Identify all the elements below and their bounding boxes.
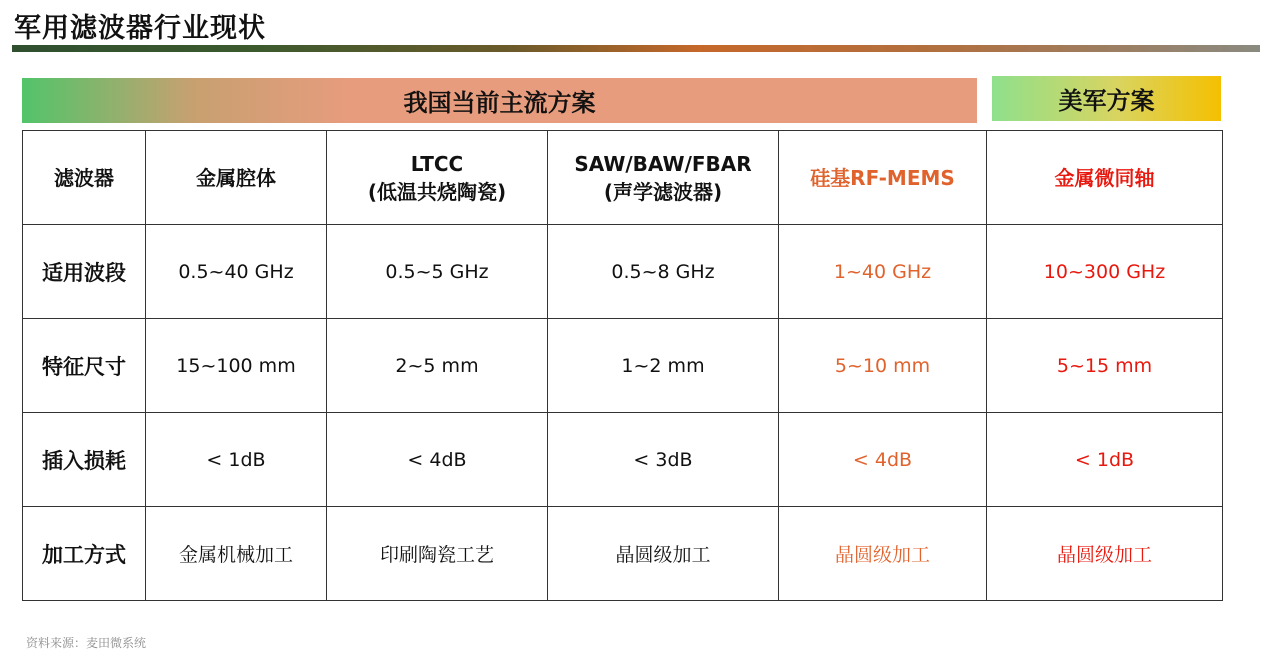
table-row <box>23 319 1223 413</box>
header-cell-saw <box>548 131 779 225</box>
filter-comparison-table <box>22 130 1223 601</box>
page-title: 军用滤波器行业现状 <box>14 13 266 44</box>
table-cell: 晶圆级加工 <box>987 507 1223 601</box>
table-cell: < 4dB <box>327 413 548 507</box>
us-solutions-banner: 美军方案 <box>992 76 1221 121</box>
row-label: 加工方式 <box>23 507 146 601</box>
table-cell: 0.5~40 GHz <box>146 225 327 319</box>
header-cell-ltcc <box>327 131 548 225</box>
table-row <box>23 225 1223 319</box>
table-cell: 晶圆级加工 <box>548 507 779 601</box>
table-cell: 15~100 mm <box>146 319 327 413</box>
china-solutions-banner: 我国当前主流方案 <box>22 78 977 123</box>
header-ltcc-name: LTCC <box>410 151 464 176</box>
table-cell: 5~10 mm <box>779 319 987 413</box>
header-cell-filter: 滤波器 <box>23 131 146 225</box>
row-label: 插入损耗 <box>23 413 146 507</box>
source-note: 资料来源：麦田微系统 <box>26 636 147 650</box>
table-cell: 5~15 mm <box>987 319 1223 413</box>
table-cell: 2~5 mm <box>327 319 548 413</box>
header-ltcc-desc: (低温共烧陶瓷) <box>367 179 507 204</box>
table-cell: 印刷陶瓷工艺 <box>327 507 548 601</box>
row-label: 特征尺寸 <box>23 319 146 413</box>
table-cell: 1~40 GHz <box>779 225 987 319</box>
header-cell-mems: 硅基RF-MEMS <box>779 131 987 225</box>
header-cell-coax: 金属微同轴 <box>987 131 1223 225</box>
table-cell: < 4dB <box>779 413 987 507</box>
table-cell: 晶圆级加工 <box>779 507 987 601</box>
table-cell: < 3dB <box>548 413 779 507</box>
table-cell: 金属机械加工 <box>146 507 327 601</box>
table-cell: < 1dB <box>146 413 327 507</box>
header-saw-desc: (声学滤波器) <box>603 179 723 204</box>
table-cell: < 1dB <box>987 413 1223 507</box>
table-cell: 1~2 mm <box>548 319 779 413</box>
row-label: 适用波段 <box>23 225 146 319</box>
table-cell: 0.5~5 GHz <box>327 225 548 319</box>
table-cell: 0.5~8 GHz <box>548 225 779 319</box>
table-row <box>23 413 1223 507</box>
title-underline-bar <box>12 45 1260 52</box>
table-cell: 10~300 GHz <box>987 225 1223 319</box>
header-cell-metal-cavity: 金属腔体 <box>146 131 327 225</box>
header-saw-name: SAW/BAW/FBAR <box>574 151 752 176</box>
table-row <box>23 507 1223 601</box>
table-header-row <box>23 131 1223 225</box>
